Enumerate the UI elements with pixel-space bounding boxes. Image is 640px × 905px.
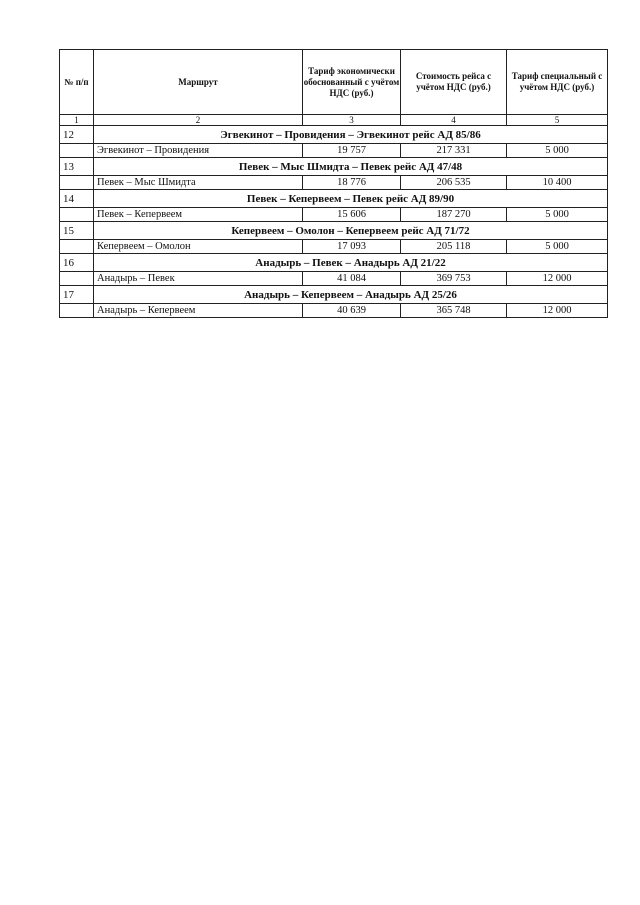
route-title: Анадырь – Кепервеем – Анадырь АД 25/26 — [94, 286, 608, 304]
route-number: 13 — [60, 158, 94, 176]
route-segment-row — [60, 176, 608, 190]
column-index: 3 — [303, 115, 401, 126]
tariff-econ-value: 41 084 — [303, 272, 401, 286]
flight-cost-value: 365 748 — [401, 304, 507, 318]
column-index: 5 — [507, 115, 608, 126]
empty-cell — [60, 176, 94, 190]
route-number: 14 — [60, 190, 94, 208]
tariff-special-value: 12 000 — [507, 304, 608, 318]
route-title-row — [60, 190, 608, 208]
route-number: 12 — [60, 126, 94, 144]
header-tariff-special: Тариф специальный с учётом НДС (руб.) — [507, 50, 608, 115]
segment-name: Анадырь – Кепервеем — [94, 304, 303, 318]
tariff-table — [59, 49, 608, 318]
tariff-special-value: 10 400 — [507, 176, 608, 190]
route-title-row — [60, 286, 608, 304]
segment-name: Кепервеем – Омолон — [94, 240, 303, 254]
route-segment-row — [60, 272, 608, 286]
empty-cell — [60, 240, 94, 254]
column-index: 4 — [401, 115, 507, 126]
route-segment-row — [60, 240, 608, 254]
route-title: Певек – Мыс Шмидта – Певек рейс АД 47/48 — [94, 158, 608, 176]
route-title: Певек – Кепервеем – Певек рейс АД 89/90 — [94, 190, 608, 208]
segment-name: Певек – Мыс Шмидта — [94, 176, 303, 190]
header-row — [60, 50, 608, 115]
tariff-econ-value: 17 093 — [303, 240, 401, 254]
column-index: 2 — [94, 115, 303, 126]
empty-cell — [60, 272, 94, 286]
tariff-special-value: 5 000 — [507, 240, 608, 254]
segment-name: Певек – Кепервеем — [94, 208, 303, 222]
column-index: 1 — [60, 115, 94, 126]
flight-cost-value: 369 753 — [401, 272, 507, 286]
route-number: 17 — [60, 286, 94, 304]
route-segment-row — [60, 144, 608, 158]
route-title: Кепервеем – Омолон – Кепервеем рейс АД 71/72 — [94, 222, 608, 240]
route-title-row — [60, 222, 608, 240]
route-title-row — [60, 126, 608, 144]
empty-cell — [60, 144, 94, 158]
tariff-special-value: 12 000 — [507, 272, 608, 286]
flight-cost-value: 206 535 — [401, 176, 507, 190]
route-segment-row — [60, 304, 608, 318]
route-title-row — [60, 158, 608, 176]
route-title: Анадырь – Певек – Анадырь АД 21/22 — [94, 254, 608, 272]
empty-cell — [60, 208, 94, 222]
route-segment-row — [60, 208, 608, 222]
route-number: 15 — [60, 222, 94, 240]
flight-cost-value: 205 118 — [401, 240, 507, 254]
route-number: 16 — [60, 254, 94, 272]
segment-name: Анадырь – Певек — [94, 272, 303, 286]
header-flight-cost: Стоимость рейса с учётом НДС (руб.) — [401, 50, 507, 115]
header-num: № п/п — [60, 50, 94, 115]
segment-name: Эгвекинот – Провидения — [94, 144, 303, 158]
column-index-row — [60, 115, 608, 126]
header-route: Маршрут — [94, 50, 303, 115]
header-tariff-econ: Тариф экономически обоснованный с учётом НДС (руб.) — [303, 50, 401, 115]
tariff-special-value: 5 000 — [507, 208, 608, 222]
tariff-econ-value: 19 757 — [303, 144, 401, 158]
tariff-econ-value: 40 639 — [303, 304, 401, 318]
tariff-econ-value: 15 606 — [303, 208, 401, 222]
tariff-econ-value: 18 776 — [303, 176, 401, 190]
flight-cost-value: 187 270 — [401, 208, 507, 222]
route-title-row — [60, 254, 608, 272]
tariff-special-value: 5 000 — [507, 144, 608, 158]
empty-cell — [60, 304, 94, 318]
flight-cost-value: 217 331 — [401, 144, 507, 158]
route-title: Эгвекинот – Провидения – Эгвекинот рейс АД 85/86 — [94, 126, 608, 144]
